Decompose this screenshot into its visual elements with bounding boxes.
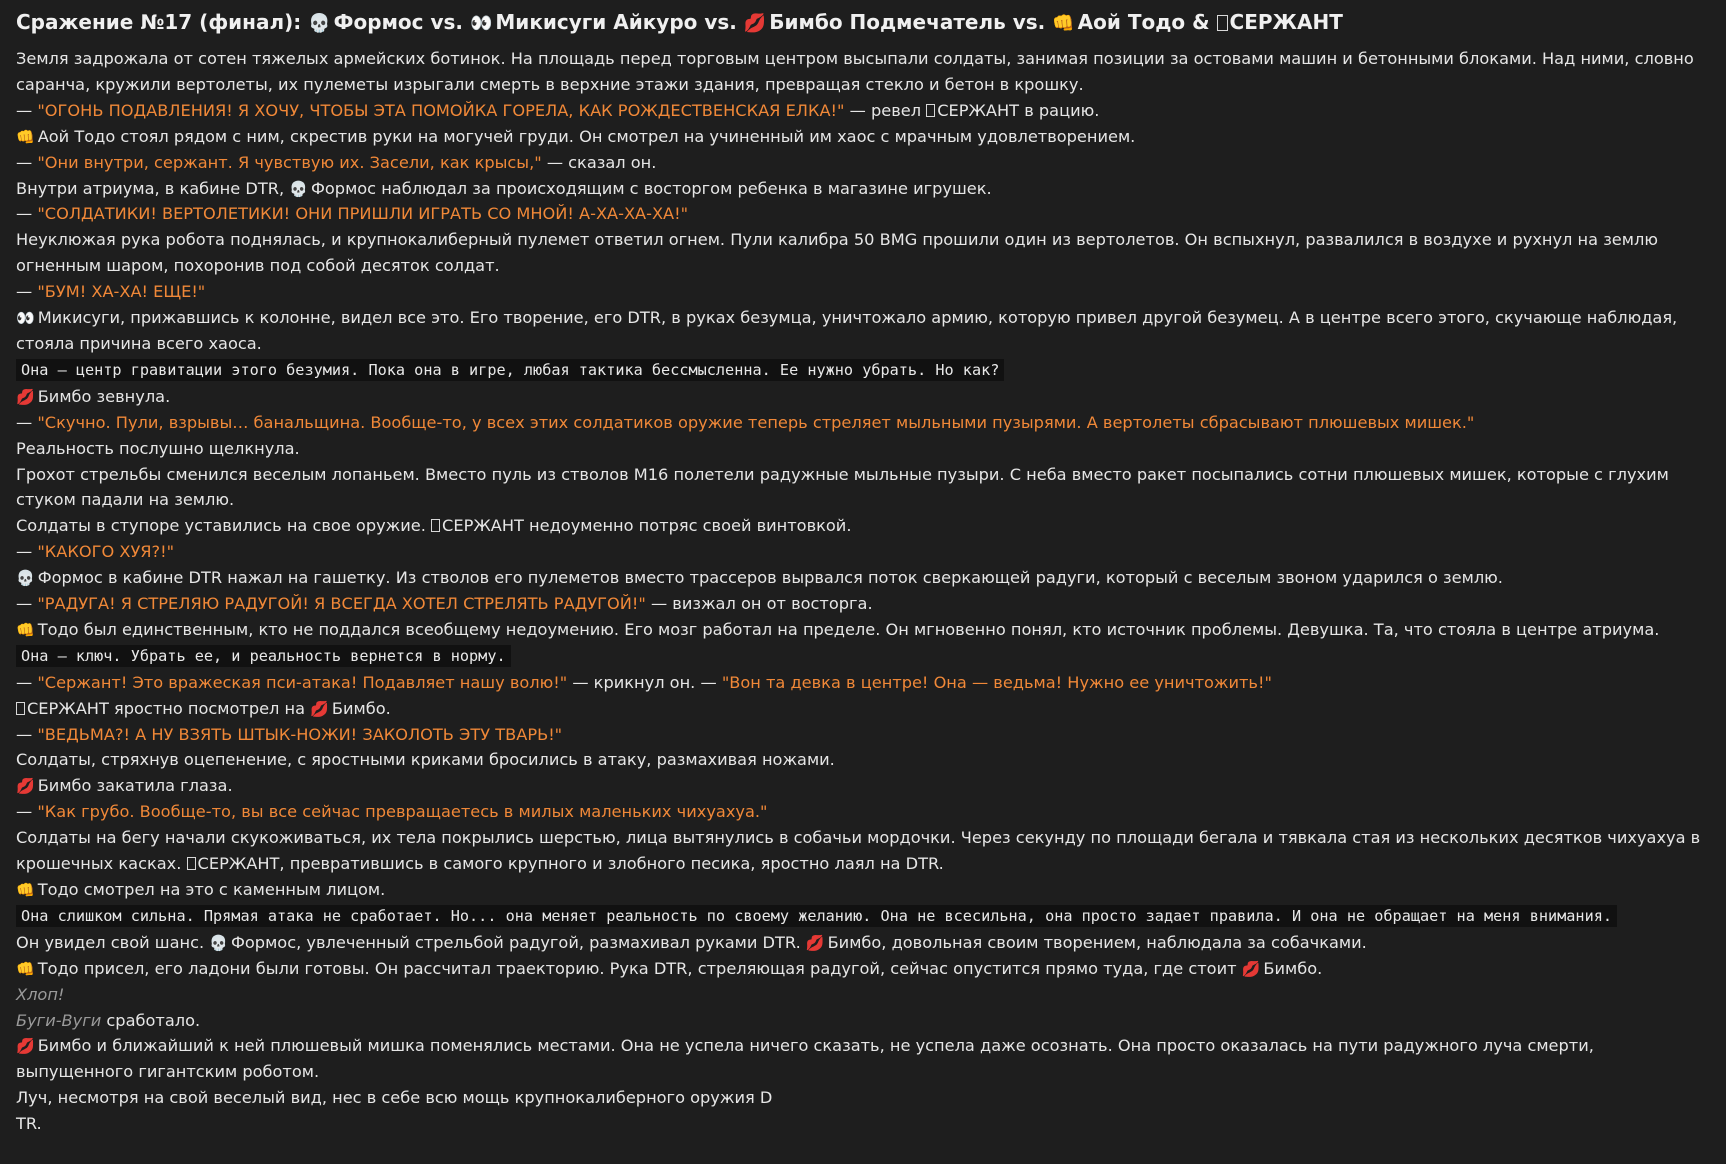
narration: Формос наблюдал за происходящим с восторгом ребенка в магазине игрушек. (310, 178, 992, 198)
narration: Формос, увлеченный стрельбой радугой, размахивал руками DTR. (230, 932, 806, 952)
dialogue: "Как грубо. Вообще-то, вы все сейчас превращаетесь в милых маленьких чихуахуа." (37, 802, 768, 822)
story-line (16, 877, 1710, 903)
dialogue: "ОГОНЬ ПОДАВЛЕНИЯ! Я ХОЧУ, ЧТОБЫ ЭТА ПОМОЙКА ГОРЕЛА, КАК РОЖДЕСТВЕНСКАЯ ЕЛКА!" (37, 100, 845, 120)
narration: Солдаты на бегу начали скукоживаться, их тела покрылись шерстью, лица вытянулись в собачьи мордочки. Через секунду по площади бегала и тявкала стая из нескольких десятков чихуахуа в крошечных касках. (16, 828, 1701, 874)
story-line (16, 1033, 1710, 1085)
narration: — визжал он от восторга. (645, 594, 873, 614)
story-line (16, 773, 1710, 799)
lips-icon: 💋 (16, 387, 35, 406)
missing-glyph-icon (187, 857, 196, 870)
story-line (16, 1111, 1710, 1137)
fist-icon: 👊 (16, 959, 35, 978)
narration: Грохот стрельбы сменился веселым лопаньем. Вместо пуль из стволов M16 полетели радужные мыльные пузыри. С неба вместо ракет посыпались сотни плюшевых мишек, которые с глухим стуком падали на землю. (16, 464, 1669, 510)
inline-code-thought: Она — ключ. Убрать ее, и реальность вернется в норму. (16, 645, 511, 667)
story-line (16, 799, 1710, 825)
inline-code-thought: Она слишком сильна. Прямая атака не сработает. Но... она меняет реальность по своему желанию. Она не всесильна, она просто задает правила. И она не обращает на меня внимания. (16, 905, 1617, 927)
title-aoi: Аой Тодо & (1077, 10, 1217, 34)
title-prefix: Сражение №17 (финал): (16, 10, 309, 34)
narration: Микисуги, прижавшись к колонне, видел все это. Его творение, его DTR, в руках безумца, уничтожало армию, которую привел другой безумец. А в центре всего этого, скучающе наблюдая, стояла причина всего хаоса. (16, 308, 1678, 353)
dialogue: "РАДУГА! Я СТРЕЛЯЮ РАДУГОЙ! Я ВСЕГДА ХОТЕЛ СТРЕЛЯТЬ РАДУГОЙ!" (37, 594, 646, 614)
narration: Аой Тодо стоял рядом с ним, скрестив руки на могучей груди. Он смотрел на учиненный им хаос с мрачным удовлетворением. (37, 126, 1136, 146)
story-line (16, 410, 1710, 436)
narration: Формос в кабине DTR нажал на гашетку. Из стволов его пулеметов вместо трассеров вырвался поток сверкающей радуги, который с веселым звоном ударился о землю. (37, 568, 1503, 588)
story-line (16, 670, 1710, 696)
story-line (16, 124, 1710, 150)
dialogue: "ВЕДЬМА?! А НУ ВЗЯТЬ ШТЫК-НОЖИ! ЗАКОЛОТЬ ЭТУ ТВАРЬ!" (37, 724, 563, 744)
narration: сработало. (101, 1010, 201, 1030)
narration: Реальность послушно щелкнула. (16, 438, 300, 458)
dialogue: "БУМ! ХА-ХА! ЕЩЕ!" (37, 282, 206, 302)
narration: TR. (16, 1114, 42, 1134)
story-line (16, 903, 1710, 930)
dash: — (16, 282, 38, 302)
title-mikisugi: Микисуги Айкуро vs. (495, 10, 744, 34)
skull-icon: 💀 (16, 569, 35, 588)
narration: Бимбо и ближайший к ней плюшевый мишка поменялись местами. Она не успела ничего сказать, не успела даже осознать. Она просто оказалась на пути радужного луча смерти, выпущенного гигантским роботом. (16, 1036, 1594, 1082)
missing-glyph-icon (1217, 15, 1228, 31)
lips-icon: 💋 (310, 699, 329, 718)
story-line (16, 176, 1710, 202)
story-line (16, 1008, 1710, 1034)
dash: — (16, 100, 38, 120)
dash: — (16, 412, 38, 432)
story-line (16, 150, 1710, 176)
narration: Он увидел свой шанс. (16, 932, 210, 952)
narration: Солдаты, стряхнув оцепенение, с яростными криками бросились в атаку, размахивая ножами. (16, 750, 835, 770)
story-line (16, 436, 1710, 462)
dialogue: "Скучно. Пули, взрывы… банальщина. Вообще-то, у всех этих солдатиков оружие теперь стреляет мыльными пузырями. А вертолеты сбрасывают плюшевых мишек." (37, 412, 1475, 432)
dash: — (16, 542, 38, 562)
story-line (16, 982, 1710, 1008)
lips-icon: 💋 (16, 1037, 35, 1056)
story-line (16, 722, 1710, 748)
story-line (16, 227, 1710, 279)
story-line (16, 643, 1710, 670)
narration: СЕРЖАНТ, превратившись в самого крупного и злобного песика, яростно лаял на DTR. (197, 854, 944, 874)
story-line (16, 46, 1710, 98)
title-formos: Формос vs. (333, 10, 470, 34)
skull-icon: 💀 (209, 933, 228, 952)
dash: — (16, 802, 38, 822)
narration: СЕРЖАНТ в рацию. (937, 100, 1100, 120)
narration: Бимбо закатила глаза. (37, 776, 233, 796)
narration: Неуклюжая рука робота поднялась, и крупнокалиберный пулемет ответил огнем. Пули калибра 50 BMG прошили один из вертолетов. Он вспыхнул, развалился в воздухе и рухнул на землю огненным шаром, похоронив под собой десяток солдат. (16, 230, 1658, 276)
narration: Бимбо. (331, 698, 391, 718)
missing-glyph-icon (926, 104, 935, 117)
fist-icon: 👊 (1052, 13, 1075, 34)
dash: — (16, 204, 38, 224)
dash: — (16, 594, 38, 614)
narration: — крикнул он. — (567, 672, 722, 692)
narration: Тодо присел, его ладони были готовы. Он рассчитал траекторию. Рука DTR, стреляющая радугой, сейчас опустится прямо туда, где стоит (37, 958, 1242, 978)
eyes-icon: 👀 (16, 309, 35, 328)
narration: СЕРЖАНТ яростно посмотрел на (27, 698, 311, 718)
dialogue: "СОЛДАТИКИ! ВЕРТОЛЕТИКИ! ОНИ ПРИШЛИ ИГРАТЬ СО МНОЙ! А-ХА-ХА-ХА!" (37, 204, 689, 224)
story-line (16, 279, 1710, 305)
dash: — (16, 152, 38, 172)
missing-glyph-icon (16, 702, 25, 715)
story-line (16, 825, 1710, 877)
story-line (16, 956, 1710, 982)
story-line (16, 930, 1710, 956)
dialogue: "Вон та девка в центре! Она — ведьма! Нужно ее уничтожить!" (721, 672, 1272, 692)
inline-code-thought: Она — центр гравитации этого безумия. Пока она в игре, любая тактика бессмысленна. Ее нужно убрать. Но как? (16, 359, 1004, 381)
story-line (16, 747, 1710, 773)
narration: Бимбо, довольная своим творением, наблюдала за собачками. (827, 932, 1367, 952)
story-line (16, 513, 1710, 539)
narration: Бимбо. (1263, 958, 1323, 978)
missing-glyph-icon (431, 519, 440, 532)
lips-icon: 💋 (743, 13, 767, 34)
narration: Тодо был единственным, кто не поддался всеобщему недоумению. Его мозг работал на пределе. Он мгновенно понял, кто источник проблемы. Девушка. Та, что стояла в центре атриума. (37, 619, 1660, 639)
story-line (16, 98, 1710, 124)
skull-icon: 💀 (289, 179, 308, 198)
story-line (16, 384, 1710, 410)
skull-icon: 💀 (308, 13, 331, 34)
dash: — (16, 724, 38, 744)
title-bimbo: Бимбо Подмечатель vs. (769, 10, 1053, 34)
lips-icon: 💋 (1241, 959, 1261, 978)
dialogue: "Они внутри, сержант. Я чувствую их. Засели, как крысы," (37, 152, 542, 172)
story-line (16, 201, 1710, 227)
fist-icon: 👊 (16, 127, 35, 146)
italic-technique: Буги-Вуги (16, 1010, 102, 1030)
italic-sound: Хлоп! (16, 984, 65, 1004)
narration: СЕРЖАНТ недоуменно потряс своей винтовкой. (442, 516, 852, 536)
narration: Внутри атриума, в кабине DTR, (16, 178, 290, 198)
title-sergeant: СЕРЖАНТ (1229, 10, 1343, 34)
narration: Бимбо зевнула. (37, 386, 171, 406)
narration: — ревел (844, 100, 927, 120)
eyes-icon: 👀 (469, 13, 493, 34)
story-line (16, 617, 1710, 643)
battle-title (16, 6, 1710, 38)
narration: Солдаты в ступоре уставились на свое оружие. (16, 516, 432, 536)
story-line (16, 462, 1710, 514)
narration: Земля задрожала от сотен тяжелых армейских ботинок. На площадь перед торговым центром высыпали солдаты, занимая позиции за остовами машин и бетонными блоками. Над ними, словно саранча, кружили вертолеты, их пулеметы изрыгали смерть в верхние этажи здания, превращая стекло и бетон в крошку. (16, 49, 1694, 94)
narration: Луч, несмотря на свой веселый вид, нес в себе всю мощь крупнокалиберного оружия D (16, 1088, 773, 1108)
lips-icon: 💋 (16, 777, 35, 796)
dash: — (16, 672, 38, 692)
lips-icon: 💋 (805, 933, 825, 952)
story-line (16, 305, 1710, 357)
story-line (16, 696, 1710, 722)
story-line (16, 565, 1710, 591)
story-line (16, 539, 1710, 565)
story-line (16, 591, 1710, 617)
narration: — сказал он. (541, 152, 657, 172)
narration: Тодо смотрел на это с каменным лицом. (37, 880, 386, 899)
dialogue: "КАКОГО ХУЯ?!" (37, 542, 175, 562)
story-line (16, 357, 1710, 384)
fist-icon: 👊 (16, 620, 35, 639)
story-line (16, 1085, 1710, 1111)
dialogue: "Сержант! Это вражеская пси-атака! Подавляет нашу волю!" (37, 672, 568, 692)
fist-icon: 👊 (16, 881, 35, 899)
